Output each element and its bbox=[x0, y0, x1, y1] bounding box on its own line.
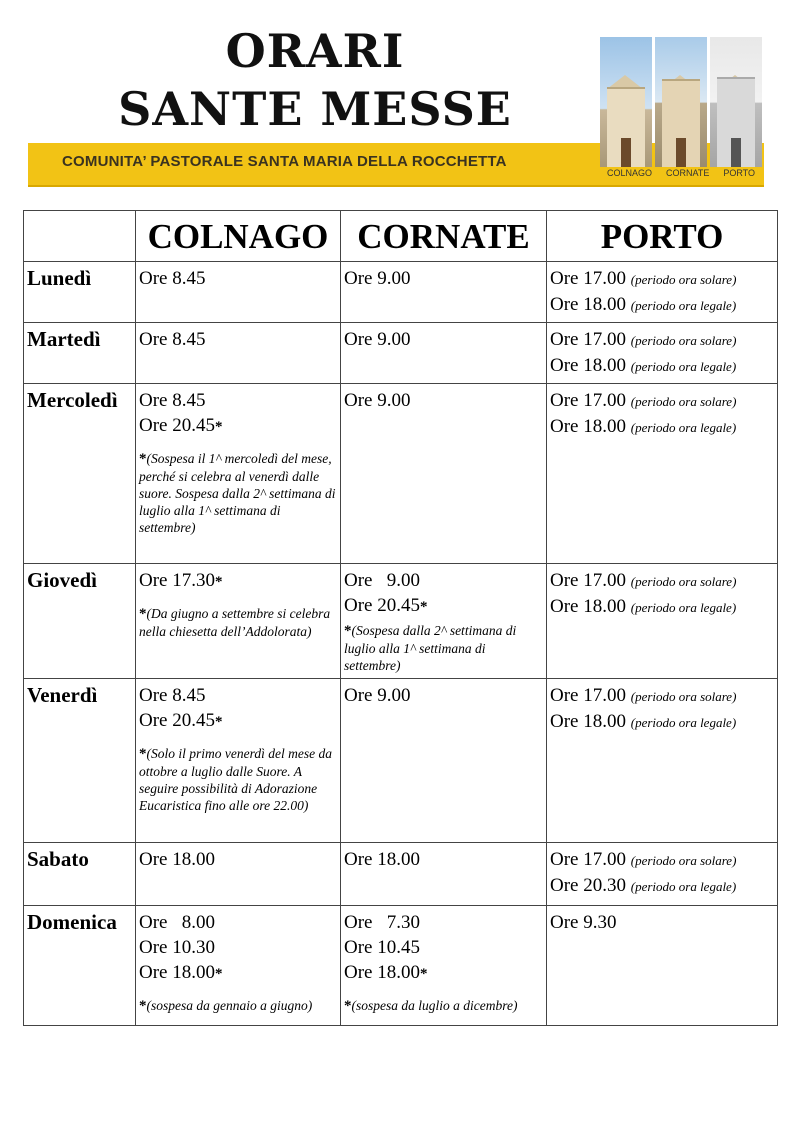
mass-time: Ore 17.00 (periodo ora solare) bbox=[550, 268, 737, 289]
table-row bbox=[24, 323, 778, 384]
period-label: (periodo ora solare) bbox=[630, 574, 737, 589]
photo-label-porto: PORTO bbox=[723, 168, 755, 178]
colnago-cell bbox=[136, 906, 341, 1026]
cornate-cell bbox=[341, 262, 547, 323]
mass-time: Ore 20.30 (periodo ora legale) bbox=[550, 875, 737, 896]
header-cell-porto: PORTO bbox=[547, 211, 778, 262]
mass-time: Ore 20.45* bbox=[139, 710, 223, 731]
mass-time: Ore 18.00 (periodo ora legale) bbox=[550, 596, 737, 617]
mass-time: Ore 9.00 bbox=[344, 329, 411, 350]
page-title-line2: SANTE MESSE bbox=[118, 82, 512, 136]
colnago-cell bbox=[136, 323, 341, 384]
schedule-note: *(Solo il primo venerdì del mese da ottobre a luglio dalle Suore. A seguire possibilità di Adorazione Eucaristica fino alle ore 22.00) bbox=[139, 746, 332, 813]
period-label: (periodo ora legale) bbox=[630, 420, 737, 435]
porto-cell bbox=[547, 564, 778, 679]
photo-label-colnago: COLNAGO bbox=[606, 168, 652, 178]
porto-cell bbox=[547, 679, 778, 843]
day-cell: Giovedì bbox=[24, 564, 136, 679]
header-cell-colnago: COLNAGO bbox=[136, 211, 341, 262]
mass-time: Ore 9.00 bbox=[344, 268, 411, 289]
table-header-row bbox=[24, 211, 778, 262]
cornate-cell bbox=[341, 384, 547, 564]
header-cell-cornate: CORNATE bbox=[341, 211, 547, 262]
period-label: (periodo ora legale) bbox=[630, 879, 737, 894]
cornate-cell bbox=[341, 323, 547, 384]
mass-time: Ore 8.45 bbox=[139, 685, 206, 706]
cornate-cell bbox=[341, 843, 547, 906]
table-row bbox=[24, 564, 778, 679]
mass-schedule-table bbox=[23, 210, 778, 1026]
porto-cell bbox=[547, 262, 778, 323]
colnago-cell bbox=[136, 564, 341, 679]
photo-labels bbox=[600, 168, 762, 178]
mass-time: Ore 17.00 (periodo ora solare) bbox=[550, 329, 737, 350]
mass-time: Ore 17.30* bbox=[139, 570, 223, 591]
mass-time: Ore 18.00* bbox=[344, 962, 428, 983]
colnago-cell bbox=[136, 843, 341, 906]
cornate-cell bbox=[341, 564, 547, 679]
mass-time: Ore 8.45 bbox=[139, 329, 206, 350]
period-label: (periodo ora solare) bbox=[630, 333, 737, 348]
community-banner-text: COMUNITA’ PASTORALE SANTA MARIA DELLA ROCCHETTA bbox=[62, 153, 507, 170]
table-row bbox=[24, 679, 778, 843]
schedule-note: *(Sospesa il 1^ mercoledì del mese, perché si celebra al venerdì dalle suore. Sospesa dalla 2^ settimana di luglio alla 1^ settimana di settembre) bbox=[139, 451, 336, 535]
mass-time: Ore 18.00* bbox=[139, 962, 223, 983]
table-row bbox=[24, 843, 778, 906]
mass-time: Ore 8.45 bbox=[139, 390, 206, 411]
porto-church-photo bbox=[710, 37, 762, 167]
mass-time: Ore 9.30 bbox=[550, 912, 617, 933]
asterisk-mark: * bbox=[214, 419, 223, 435]
porto-cell bbox=[547, 384, 778, 564]
mass-time: Ore 9.00 bbox=[344, 390, 411, 411]
mass-time: Ore 18.00 (periodo ora legale) bbox=[550, 355, 737, 376]
asterisk-mark: * bbox=[214, 574, 223, 590]
cornate-cell bbox=[341, 679, 547, 843]
page-title-line1: ORARI bbox=[225, 24, 405, 78]
colnago-cell bbox=[136, 679, 341, 843]
header-cell-blank bbox=[24, 211, 136, 262]
day-cell: Sabato bbox=[24, 843, 136, 906]
asterisk-mark: * bbox=[214, 966, 223, 982]
mass-time: Ore 10.45 bbox=[344, 937, 420, 958]
mass-time: Ore 8.45 bbox=[139, 268, 206, 289]
colnago-church-photo bbox=[600, 37, 652, 167]
schedule-note: *(Sospesa dalla 2^ settimana di luglio alla 1^ settimana di settembre) bbox=[344, 623, 517, 673]
period-label: (periodo ora solare) bbox=[630, 394, 737, 409]
mass-time: Ore 18.00 bbox=[139, 849, 215, 870]
mass-time: Ore 17.00 (periodo ora solare) bbox=[550, 849, 737, 870]
mass-time: Ore 17.00 (periodo ora solare) bbox=[550, 685, 737, 706]
porto-cell bbox=[547, 906, 778, 1026]
table-row bbox=[24, 262, 778, 323]
asterisk-mark: * bbox=[419, 966, 428, 982]
day-cell: Domenica bbox=[24, 906, 136, 1026]
table-row bbox=[24, 906, 778, 1026]
mass-time: Ore 20.45* bbox=[139, 415, 223, 436]
mass-time: Ore 10.30 bbox=[139, 937, 215, 958]
day-cell: Mercoledì bbox=[24, 384, 136, 564]
photo-label-cornate: CORNATE bbox=[665, 168, 710, 178]
porto-cell bbox=[547, 323, 778, 384]
porto-cell bbox=[547, 843, 778, 906]
period-label: (periodo ora solare) bbox=[630, 853, 737, 868]
schedule-body bbox=[24, 262, 778, 1026]
period-label: (periodo ora legale) bbox=[630, 600, 737, 615]
period-label: (periodo ora legale) bbox=[630, 298, 737, 313]
period-label: (periodo ora solare) bbox=[630, 272, 737, 287]
day-cell: Martedì bbox=[24, 323, 136, 384]
cornate-cell bbox=[341, 906, 547, 1026]
mass-time: Ore 17.00 (periodo ora solare) bbox=[550, 570, 737, 591]
period-label: (periodo ora legale) bbox=[630, 715, 737, 730]
mass-time: Ore 9.00 bbox=[344, 570, 420, 591]
day-cell: Venerdì bbox=[24, 679, 136, 843]
period-label: (periodo ora solare) bbox=[630, 689, 737, 704]
mass-time: Ore 18.00 (periodo ora legale) bbox=[550, 294, 737, 315]
cornate-church-photo bbox=[655, 37, 707, 167]
schedule-note: *(Da giugno a settembre si celebra nella chiesetta dell’Addolorata) bbox=[139, 606, 331, 639]
mass-time: Ore 9.00 bbox=[344, 685, 411, 706]
mass-time: Ore 8.00 bbox=[139, 912, 215, 933]
period-label: (periodo ora legale) bbox=[630, 359, 737, 374]
church-photos bbox=[600, 37, 762, 167]
mass-time: Ore 17.00 (periodo ora solare) bbox=[550, 390, 737, 411]
schedule-note: *(sospesa da luglio a dicembre) bbox=[344, 998, 518, 1014]
asterisk-mark: * bbox=[419, 599, 428, 615]
mass-time: Ore 18.00 bbox=[344, 849, 420, 870]
day-cell: Lunedì bbox=[24, 262, 136, 323]
colnago-cell bbox=[136, 384, 341, 564]
mass-time: Ore 20.45* bbox=[344, 595, 428, 616]
asterisk-mark: * bbox=[214, 714, 223, 730]
mass-time: Ore 18.00 (periodo ora legale) bbox=[550, 416, 737, 437]
mass-time: Ore 18.00 (periodo ora legale) bbox=[550, 711, 737, 732]
mass-time: Ore 7.30 bbox=[344, 912, 420, 933]
colnago-cell bbox=[136, 262, 341, 323]
table-row bbox=[24, 384, 778, 564]
schedule-note: *(sospesa da gennaio a giugno) bbox=[139, 998, 313, 1014]
